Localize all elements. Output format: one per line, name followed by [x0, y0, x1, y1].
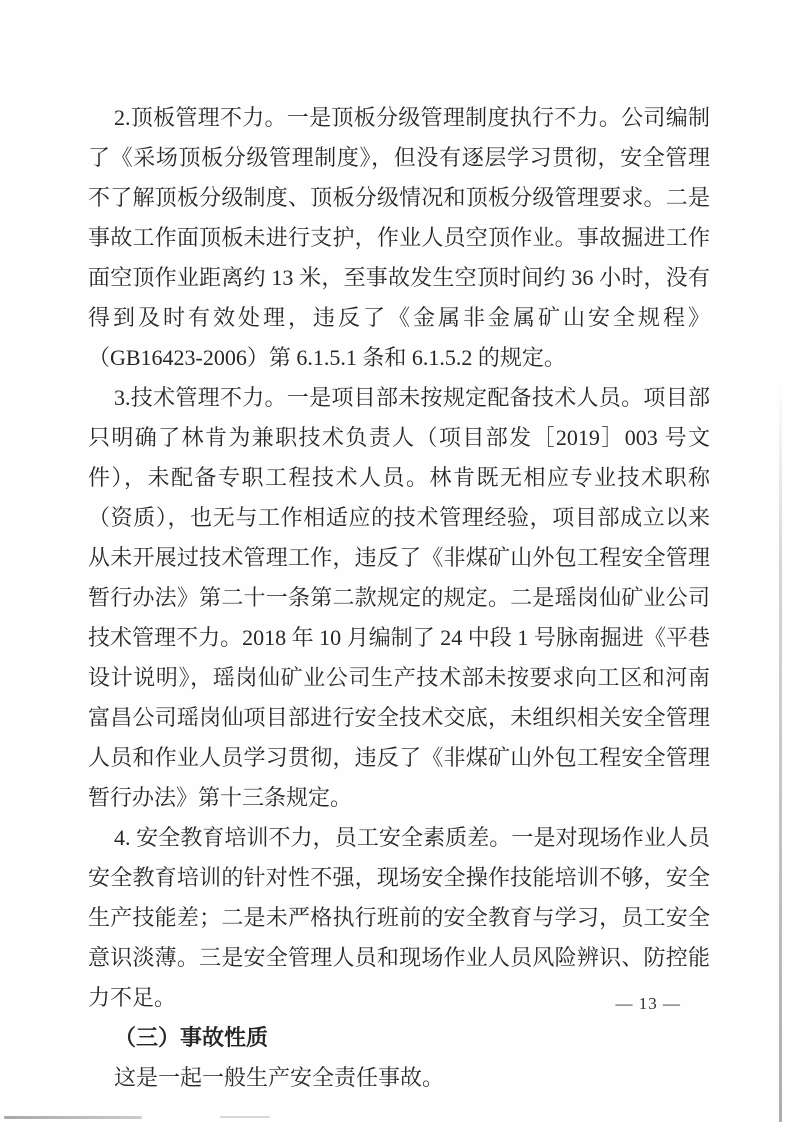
paragraph-accident-nature-conclusion: 这是一起一般生产安全责任事故。 [114, 1065, 445, 1090]
paragraph-roof-management: 2.顶板管理不力。一是顶板分级管理制度执行不力。公司编制了《采场顶板分级管理制度》，但没有逐层学习贯彻，安全管理不了解顶板分级制度、顶板分级情况和顶板分级管理要求。二是事故工作面顶板未进行支护，作业人员空顶作业。事故掘进工作面空顶作业距离约 13 米，至事故发生空顶时间约 36 小时，没有得到及时有效处理，违反了《金属非金属矿山安全规程》（GB16423-2006）第 6.1.5.1 条和 6.1.5.2 的规定。 [88, 105, 710, 370]
scan-artifact-right-edge [779, 382, 782, 1122]
document-body [88, 98, 710, 1098]
section-heading-accident-nature: （三）事故性质 [114, 1025, 269, 1050]
paragraph-technical-management: 3.技术管理不力。一是项目部未按规定配备技术人员。项目部只明确了林肯为兼职技术负责人（项目部发［2019］003 号文件），未配备专职工程技术人员。林肯既无相应专业技术职称（资质），也无与工作相适应的技术管理经验，项目部成立以来从未开展过技术管理工作，违反了《非煤矿山外包工程安全管理暂行办法》第二十一条第二款规定的规定。二是瑶岗仙矿业公司技术管理不力。2018 年 10 月编制了 24 中段 1 号脉南掘进《平巷设计说明》，瑶岗仙矿业公司生产技术部未按要求向工区和河南富昌公司瑶岗仙项目部进行安全技术交底，未组织相关安全管理人员和作业人员学习贯彻，违反了《非煤矿山外包工程安全管理暂行办法》第十三条规定。 [88, 385, 710, 810]
scan-artifact-bottom-smudge [4, 1116, 142, 1119]
scan-artifact-bottom-smudge-2 [220, 1116, 270, 1118]
paragraph-safety-education: 4. 安全教育培训不力，员工安全素质差。一是对现场作业人员安全教育培训的针对性不强，现场安全操作技能培训不够，安全生产技能差；二是未严格执行班前的安全教育与学习，员工安全意识淡薄。三是安全管理人员和现场作业人员风险辨识、防控能力不足。 [88, 825, 710, 1010]
page-number: — 13 — [615, 994, 681, 1013]
